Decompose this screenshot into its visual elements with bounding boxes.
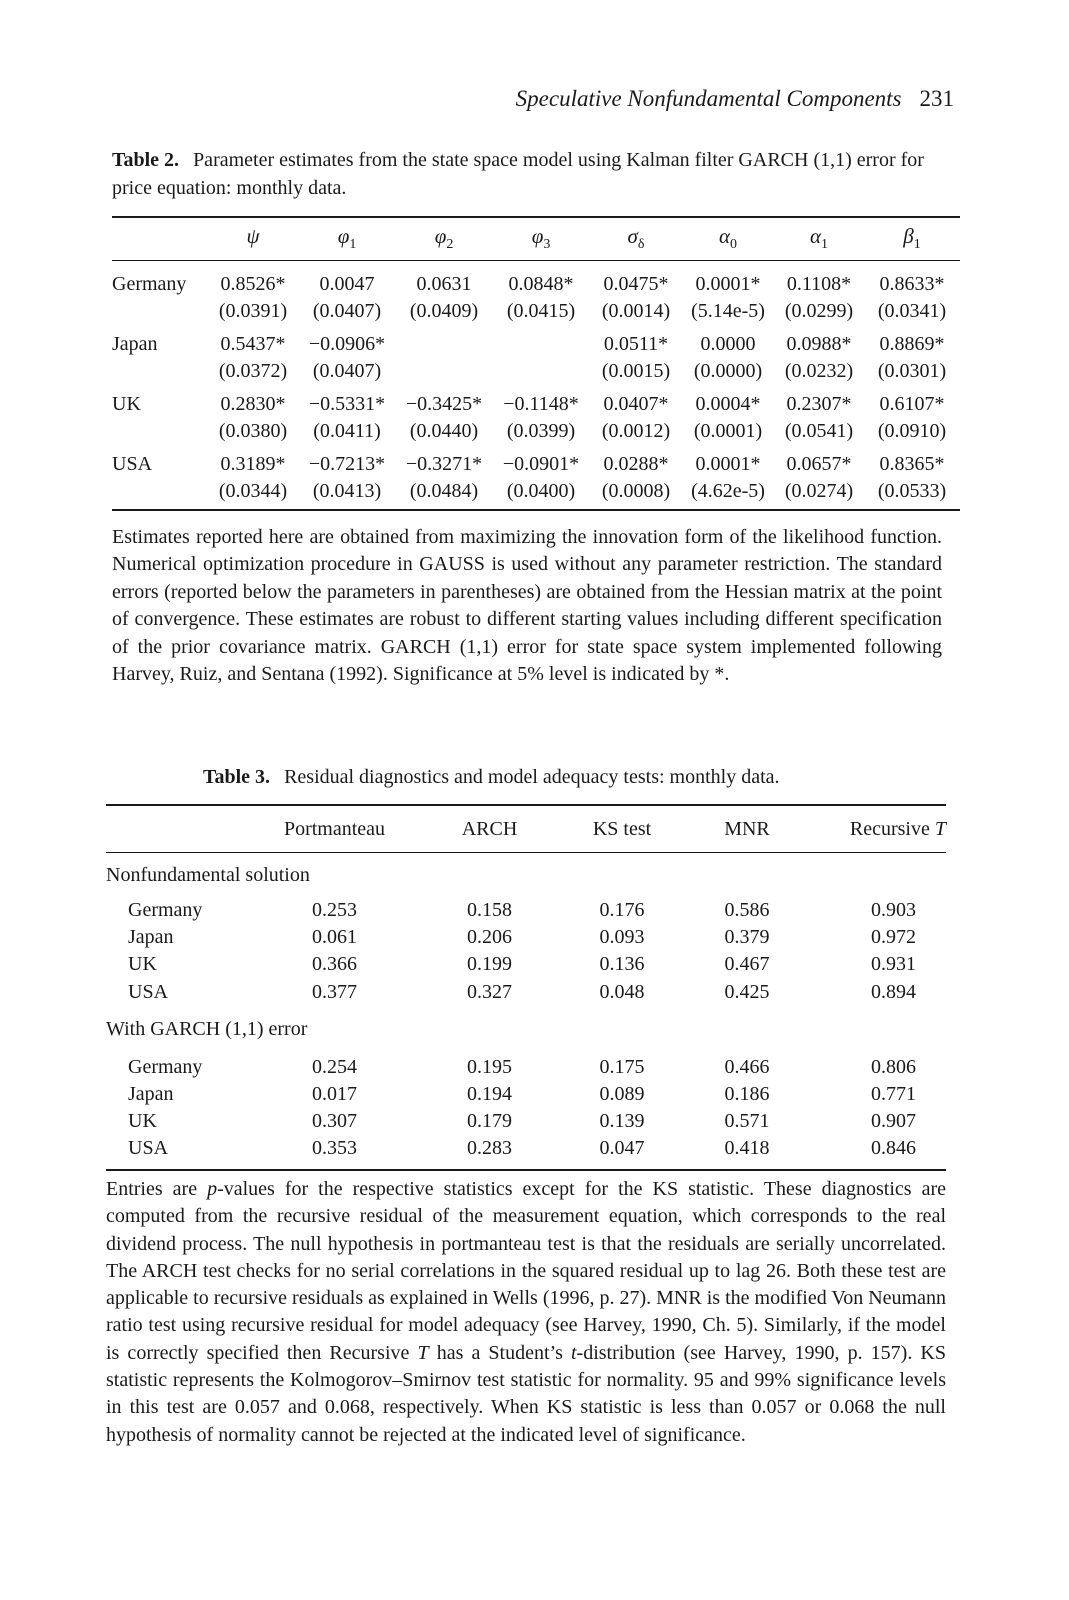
estimate-cell: 0.8869*: [879, 333, 945, 355]
row-label-usa: USA: [128, 980, 169, 1003]
table-row: [106, 924, 946, 951]
value-cell: 0.186: [724, 1083, 770, 1106]
stderr-cell: (0.0409): [409, 300, 479, 322]
stderr-cell: (0.0015): [601, 360, 671, 382]
stderr-cell: [396, 358, 492, 385]
stderr-cell: [492, 358, 590, 385]
value-cell: 0.972: [871, 926, 916, 949]
value-cell: 0.366: [312, 953, 357, 976]
stderr-cell: (0.0000): [693, 360, 763, 382]
value-cell: 0.206: [467, 926, 512, 949]
estimate-cell: 0.0001*: [695, 273, 761, 295]
table2: [112, 216, 960, 511]
table-row: [112, 298, 960, 325]
stderr-cell: (0.0001): [693, 420, 763, 442]
value-cell: 0.136: [599, 953, 645, 976]
stderr-cell: (0.0014): [601, 300, 671, 322]
value-cell: 0.353: [312, 1137, 357, 1160]
value-cell: 0.894: [871, 980, 916, 1003]
value-cell: 0.903: [871, 899, 916, 922]
table3-caption: [203, 763, 780, 791]
estimate-cell: 0.8365*: [879, 453, 945, 475]
estimate-cell: [492, 325, 590, 358]
value-cell: 0.176: [599, 899, 645, 922]
page-number: 231: [919, 86, 954, 111]
group-title-garch: With GARCH (1,1) error: [106, 1018, 308, 1041]
estimate-cell: 0.0848*: [508, 273, 574, 295]
value-cell: 0.771: [871, 1083, 916, 1106]
table3-caption-text: Residual diagnostics and model adequacy tests: monthly data.: [284, 766, 780, 788]
value-cell: 0.377: [312, 980, 357, 1003]
estimate-cell: 0.8633*: [879, 273, 945, 295]
value-cell: 0.254: [312, 1055, 357, 1078]
value-cell: 0.194: [467, 1083, 512, 1106]
table-row: [112, 265, 960, 298]
value-cell: 0.586: [724, 899, 770, 922]
estimate-cell: −0.0901*: [502, 453, 580, 475]
table-row: [106, 951, 946, 978]
value-cell: 0.253: [312, 899, 357, 922]
col-header-sigma-delta: $\sigma_\delta$: [627, 224, 645, 253]
table2-header-row: [112, 218, 960, 261]
col-header-psi: ψ: [246, 224, 260, 249]
estimate-cell: 0.2830*: [220, 393, 286, 415]
stderr-cell: (0.0380): [218, 420, 288, 442]
value-cell: 0.846: [871, 1137, 916, 1160]
row-label-uk: UK: [128, 1110, 157, 1133]
table3-label: Table 3.: [203, 766, 271, 788]
stderr-cell: (0.0484): [409, 480, 479, 502]
estimate-cell: 0.0407*: [603, 393, 669, 415]
estimate-cell: 0.0288*: [603, 453, 669, 475]
table-row: [106, 1108, 946, 1135]
stderr-cell: (0.0413): [312, 480, 382, 502]
estimate-cell: 0.2307*: [786, 393, 852, 415]
stderr-cell: (0.0372): [218, 360, 288, 382]
row-label-uk: UK: [112, 393, 141, 415]
stderr-cell: (0.0391): [218, 300, 288, 322]
stderr-cell: (0.0012): [601, 420, 671, 442]
estimate-cell: 0.0047: [319, 273, 375, 295]
table2-label: Table 2.: [112, 149, 180, 171]
estimate-cell: [396, 325, 492, 358]
value-cell: 0.195: [467, 1055, 512, 1078]
value-cell: 0.199: [467, 953, 512, 976]
estimate-cell: 0.0001*: [695, 453, 761, 475]
row-label-germany: Germany: [128, 899, 203, 922]
row-label-germany: Germany: [112, 273, 187, 295]
value-cell: 0.093: [599, 926, 645, 949]
row-label-usa: USA: [112, 453, 153, 475]
table3-note: Entries are p-values for the respective statistics except for the KS statistic. These diagnostics are computed from the recursive residual of the measurement equation, which corresponds to the real dividend process. The null hypothesis in portmanteau test is that the residuals are serially uncorrelated. The ARCH test checks for no serial correlations in the squared residual up to lag 26. Both these test are applicable to recursive residuals as explained in Wells (1996, p. 27). MNR is the modified Von Neumann ratio test using recursive residual for model adequacy (see Harvey, 1990, Ch. 5). Similarly, if the model is correctly specified then Recursive T has a Student’s t-distribution (see Harvey, 1990, p. 157). KS statistic represents the Kolmogorov–Smirnov test statistic for normality. 95 and 99% significance levels in this test are 0.057 and 0.068, respectively. When KS statistic is less than 0.057 or 0.068 the null hypothesis of normality cannot be rejected at the indicated level of significance.: [106, 1178, 946, 1446]
table-row: [106, 1081, 946, 1108]
stderr-cell: (0.0910): [877, 420, 947, 442]
estimate-cell: 0.0475*: [603, 273, 669, 295]
estimate-cell: 0.0631: [416, 273, 472, 295]
value-cell: 0.418: [724, 1137, 770, 1160]
stderr-cell: (0.0274): [784, 480, 854, 502]
row-label-uk: UK: [128, 953, 157, 976]
value-cell: 0.379: [724, 926, 770, 949]
table2-grid: [112, 218, 960, 509]
row-label-usa: USA: [128, 1137, 169, 1160]
value-cell: 0.466: [724, 1055, 770, 1078]
table-row: [106, 979, 946, 1006]
value-cell: 0.327: [467, 980, 512, 1003]
group-title-nonfundamental: Nonfundamental solution: [106, 863, 310, 886]
table-row: [112, 478, 960, 505]
page-header: [516, 86, 954, 112]
running-title: Speculative Nonfundamental Components: [515, 86, 902, 111]
estimate-cell: −0.3271*: [405, 453, 483, 475]
row-label-germany: Germany: [128, 1055, 203, 1078]
stderr-cell: (0.0400): [506, 480, 576, 502]
table3-bottom-rule: [106, 1169, 946, 1171]
col-header-arch: ARCH: [461, 817, 518, 840]
stderr-cell: (0.0407): [312, 360, 382, 382]
col-header-ks-test: KS test: [592, 817, 652, 840]
value-cell: 0.017: [312, 1083, 357, 1106]
value-cell: 0.179: [467, 1110, 512, 1133]
stderr-cell: (0.0344): [218, 480, 288, 502]
table2-corner: [112, 218, 208, 261]
table2-bottom-rule: [112, 509, 960, 511]
table3: [106, 804, 946, 1171]
estimate-cell: 0.0511*: [603, 333, 669, 355]
stderr-cell: (0.0533): [877, 480, 947, 502]
row-label-japan: Japan: [128, 1083, 174, 1106]
table-row: [112, 418, 960, 445]
stderr-cell: (0.0341): [877, 300, 947, 322]
value-cell: 0.048: [599, 980, 645, 1003]
table3-grid: [106, 806, 946, 1169]
stderr-cell: (0.0541): [784, 420, 854, 442]
table-row: [106, 897, 946, 924]
estimate-cell: −0.1148*: [503, 393, 579, 415]
value-cell: 0.175: [599, 1055, 645, 1078]
stderr-cell: (0.0008): [601, 480, 671, 502]
col-header-phi2: $\varphi_2$: [434, 224, 454, 253]
value-cell: 0.089: [599, 1083, 645, 1106]
value-cell: 0.283: [467, 1137, 512, 1160]
estimate-cell: −0.5331*: [308, 393, 386, 415]
stderr-cell: (0.0301): [877, 360, 947, 382]
value-cell: 0.907: [871, 1110, 916, 1133]
col-header-alpha1: $\alpha_1$: [809, 224, 829, 253]
table3-header-row: [106, 806, 946, 853]
stderr-cell: (0.0407): [312, 300, 382, 322]
value-cell: 0.571: [724, 1110, 770, 1133]
col-header-phi3: $\varphi_3$: [531, 224, 551, 253]
estimate-cell: 0.0004*: [695, 393, 761, 415]
col-header-beta1: $\beta_1$: [903, 224, 921, 253]
stderr-cell: (0.0299): [784, 300, 854, 322]
value-cell: 0.806: [871, 1055, 916, 1078]
value-cell: 0.139: [599, 1110, 645, 1133]
empty-cell: [112, 358, 208, 385]
estimate-cell: 0.0657*: [786, 453, 852, 475]
estimate-cell: 0.1108*: [786, 273, 852, 295]
value-cell: 0.047: [599, 1137, 645, 1160]
value-cell: 0.467: [724, 953, 770, 976]
empty-cell: [112, 418, 208, 445]
table-row: [112, 358, 960, 385]
value-cell: 0.061: [312, 926, 357, 949]
row-label-japan: Japan: [128, 926, 174, 949]
value-cell: 0.158: [467, 899, 512, 922]
stderr-cell: (0.0399): [506, 420, 576, 442]
value-cell: 0.931: [871, 953, 916, 976]
estimate-cell: −0.7213*: [308, 453, 386, 475]
table-row: [112, 385, 960, 418]
col-header-recursive-t: Recursive T: [849, 817, 946, 840]
row-label-japan: Japan: [112, 333, 158, 355]
empty-cell: [112, 478, 208, 505]
estimate-cell: 0.3189*: [220, 453, 286, 475]
table-row: [112, 445, 960, 478]
table-row: [112, 325, 960, 358]
col-header-phi1: $\varphi_1$: [337, 224, 357, 253]
table3-corner: [106, 806, 262, 853]
table-row: [106, 1135, 946, 1162]
col-header-alpha0: $\alpha_0$: [718, 224, 738, 253]
estimate-cell: 0.0000: [700, 333, 756, 355]
estimate-cell: −0.0906*: [308, 333, 386, 355]
col-header-mnr: MNR: [724, 817, 770, 840]
estimate-cell: 0.5437*: [220, 333, 286, 355]
estimate-cell: 0.0988*: [786, 333, 852, 355]
stderr-cell: (0.0415): [506, 300, 576, 322]
table2-caption-text: Parameter estimates from the state space model using Kalman filter GARCH (1,1) error for price equation: monthly data.: [112, 149, 924, 199]
stderr-cell: (0.0232): [784, 360, 854, 382]
estimate-cell: 0.8526*: [220, 273, 286, 295]
stderr-cell: (4.62e-5): [691, 480, 765, 502]
col-header-portmanteau: Portmanteau: [283, 817, 386, 840]
stderr-cell: (0.0440): [409, 420, 479, 442]
table2-caption: [112, 146, 960, 202]
estimate-cell: 0.6107*: [879, 393, 945, 415]
value-cell: 0.307: [312, 1110, 357, 1133]
estimate-cell: −0.3425*: [405, 393, 483, 415]
table2-note: Estimates reported here are obtained from maximizing the innovation form of the likelihood function. Numerical optimization procedure in GAUSS is used without any parameter restriction. The standard errors (reported below the parameters in parentheses) are obtained from the Hessian matrix at the point of convergence. These estimates are robust to different starting values including different specification of the prior covariance matrix. GARCH (1,1) error for state space system implemented following Harvey, Ruiz, and Sentana (1992). Significance at 5% level is indicated by *.: [112, 526, 942, 686]
table-row: [106, 1054, 946, 1081]
value-cell: 0.425: [724, 980, 770, 1003]
stderr-cell: (0.0411): [313, 420, 381, 442]
empty-cell: [112, 298, 208, 325]
stderr-cell: (5.14e-5): [691, 300, 765, 322]
